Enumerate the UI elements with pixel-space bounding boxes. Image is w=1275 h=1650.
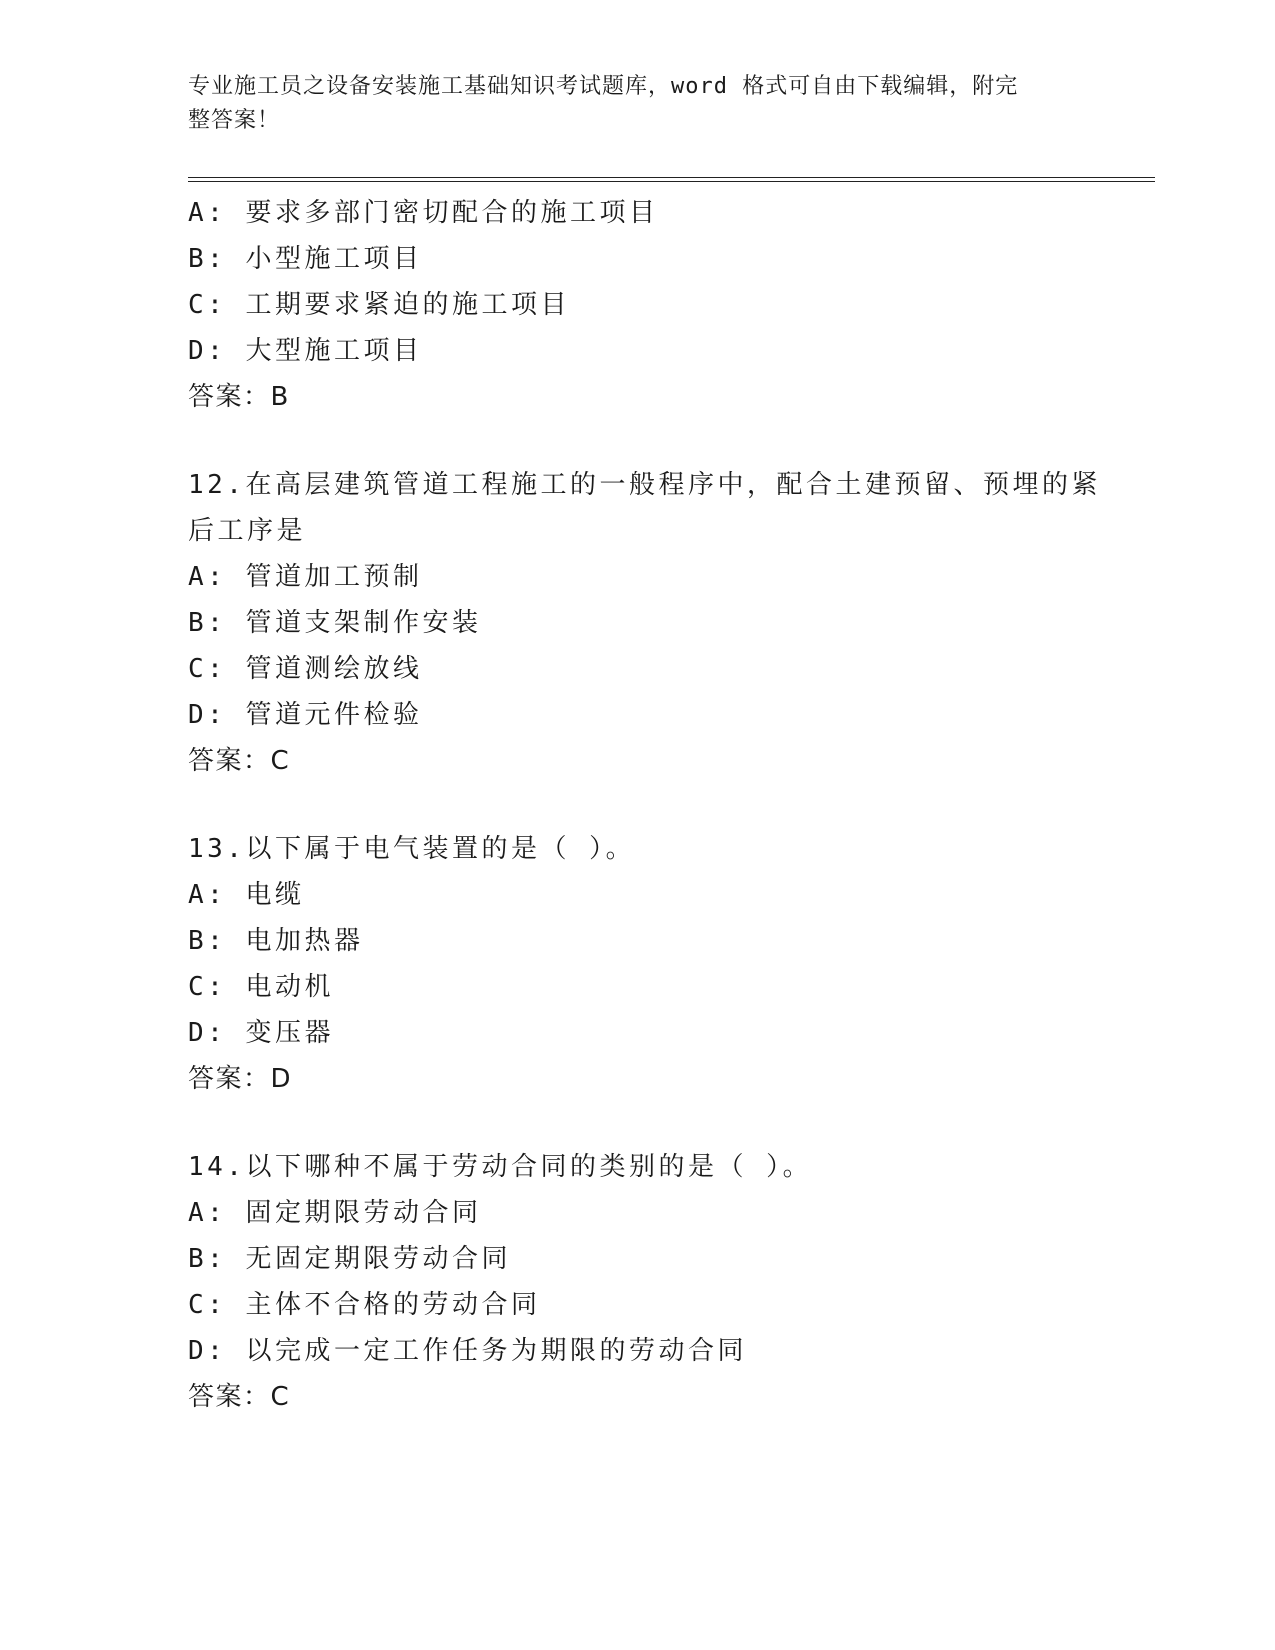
option-b: B: 小型施工项目 [188, 244, 423, 274]
option-d: D: 管道元件检验 [188, 700, 423, 730]
option-c: C: 工期要求紧迫的施工项目 [188, 290, 570, 320]
option-a: A: 电缆 [188, 880, 305, 910]
question-12 [188, 462, 1148, 784]
document-header [188, 70, 1088, 138]
option-b: B: 无固定期限劳动合同 [188, 1244, 511, 1274]
option-a: A: 固定期限劳动合同 [188, 1198, 482, 1228]
question-stem: 13.以下属于电气装置的是（ ）。 [188, 834, 636, 864]
question-stem-line-1: 12.在高层建筑管道工程施工的一般程序中，配合土建预留、预埋的紧 [188, 470, 1101, 500]
header-line-1: 专业施工员之设备安装施工基础知识考试题库，word 格式可自由下载编辑，附完 [188, 74, 1019, 99]
option-c: C: 管道测绘放线 [188, 654, 423, 684]
question-list [188, 190, 1148, 1420]
header-line-2: 整答案！ [188, 108, 281, 133]
option-a: A: 管道加工预制 [188, 562, 423, 592]
option-d: D: 大型施工项目 [188, 336, 423, 366]
option-b: B: 电加热器 [188, 926, 364, 956]
question-13 [188, 826, 1148, 1102]
option-c: C: 电动机 [188, 972, 334, 1002]
question-stem-line-2: 后工序是 [188, 516, 307, 546]
option-a: A: 要求多部门密切配合的施工项目 [188, 198, 659, 228]
option-d: D: 变压器 [188, 1018, 334, 1048]
question-11 [188, 190, 1148, 420]
option-b: B: 管道支架制作安装 [188, 608, 482, 638]
answer: 答案：C [188, 1382, 291, 1412]
question-stem: 14.以下哪种不属于劳动合同的类别的是（ ）。 [188, 1152, 813, 1182]
header-divider [188, 177, 1155, 182]
answer: 答案：C [188, 746, 291, 776]
option-c: C: 主体不合格的劳动合同 [188, 1290, 541, 1320]
answer: 答案：D [188, 1064, 293, 1094]
answer: 答案：B [188, 382, 290, 412]
option-d: D: 以完成一定工作任务为期限的劳动合同 [188, 1336, 747, 1366]
question-14 [188, 1144, 1148, 1420]
